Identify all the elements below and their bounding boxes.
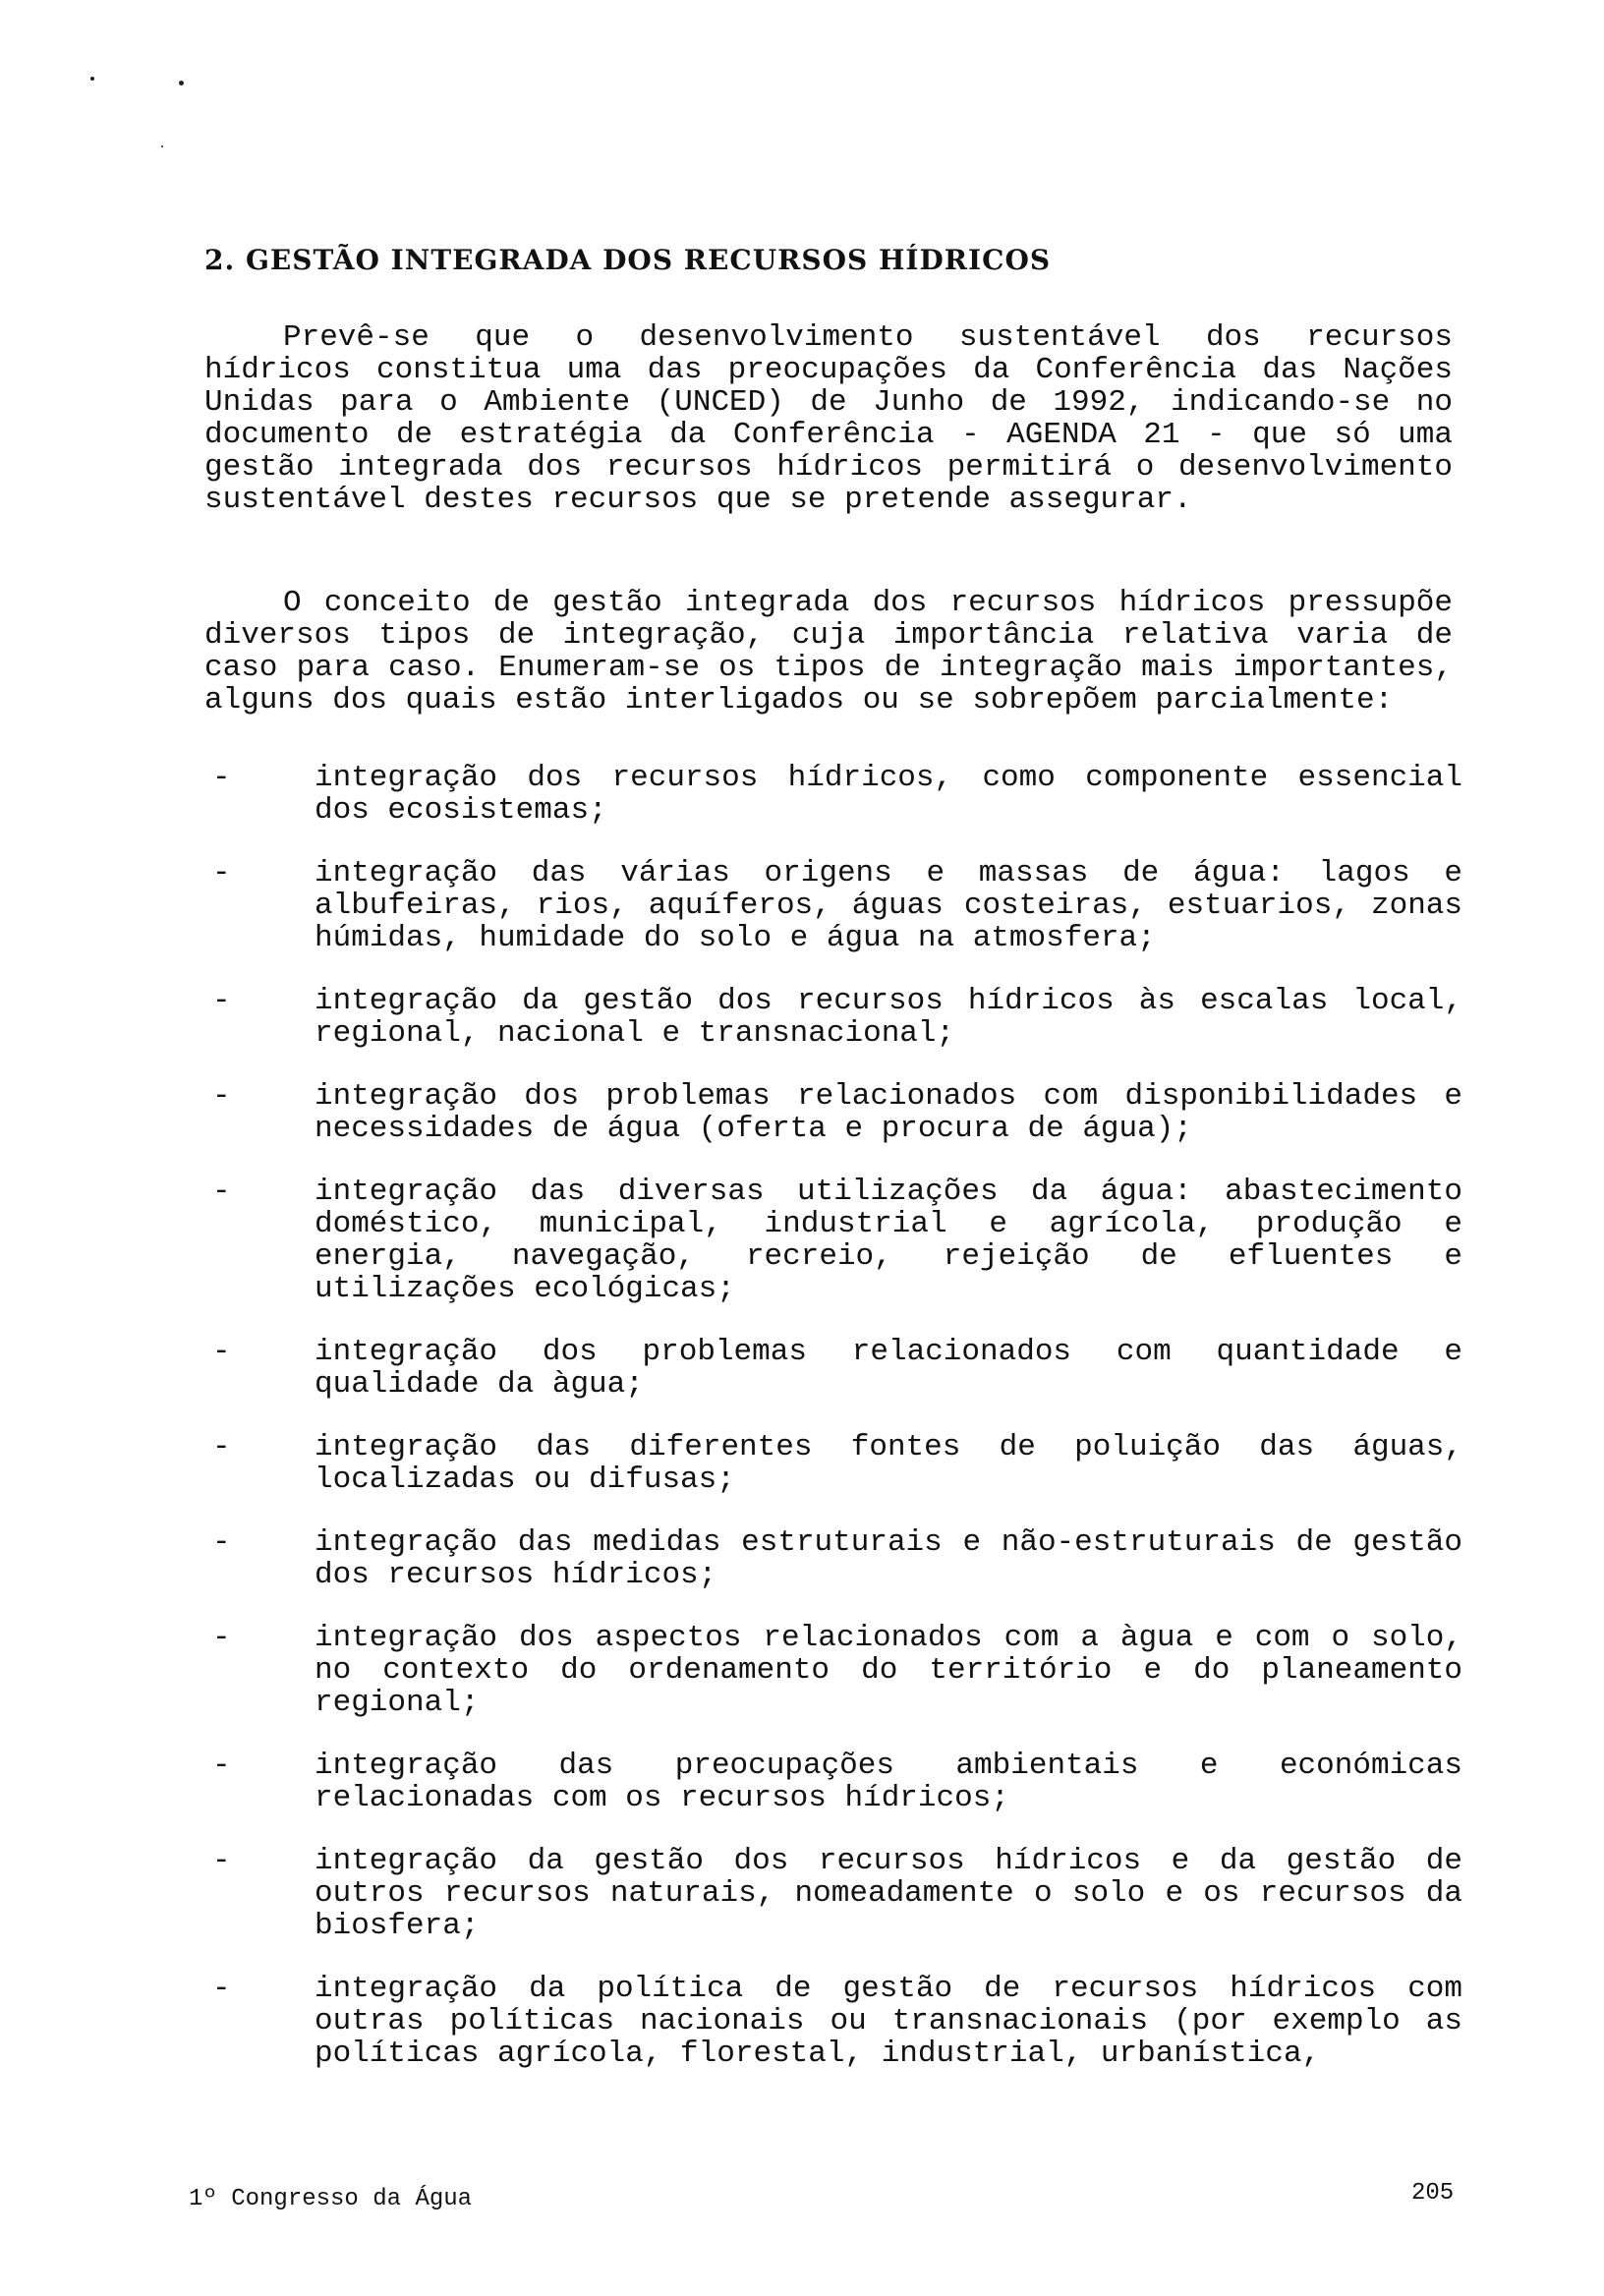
list-item-text: integração dos problemas relacionados com quantidade e qualidade da àgua; [315, 1335, 1462, 1402]
list-item [204, 1080, 1462, 1145]
list-bullet: - [212, 1079, 231, 1114]
list-item-text: integração dos aspectos relacionados com a àgua e com o solo, no contexto do ordenamento do território e do planeamento regional; [315, 1621, 1462, 1720]
scan-speck [90, 77, 94, 81]
list-item [204, 1176, 1462, 1305]
list-bullet: - [212, 856, 231, 890]
list-bullet: - [212, 1844, 231, 1878]
list-item-text: integração da gestão dos recursos hídricos às escalas local, regional, nacional e transnacional; [315, 984, 1462, 1051]
list-item [204, 1526, 1462, 1591]
list-item [204, 1622, 1462, 1719]
list-bullet: - [212, 1525, 231, 1560]
intro-paragraph: Prevê-se que o desenvolvimento sustentável dos recursos hídricos constitua uma das preocupações da Conferência das Nações Unidas para o Ambiente (UNCED) de Junho de 1992, indicando-se no documento de estratégia da Conferência - AGENDA 21 - que só uma gestão integrada dos recursos hídricos permitirá o desenvolvimento sustentável destes recursos que se pretende assegurar. [204, 320, 1453, 517]
list-item-text: integração das preocupações ambientais e económicas relacionadas com os recursos hídricos; [315, 1749, 1462, 1815]
list-item [204, 1845, 1462, 1942]
list-bullet: - [212, 1972, 231, 2006]
scan-speck [179, 81, 184, 86]
list-item [204, 1431, 1462, 1496]
footer-source: 1º Congresso da Água [189, 2186, 473, 2212]
list-bullet: - [212, 1749, 231, 1783]
integration-types-list [204, 762, 1462, 2100]
list-item-text: integração da gestão dos recursos hídricos e da gestão de outros recursos naturais, nomeadamente o solo e os recursos da biosfera; [315, 1844, 1462, 1943]
list-item-text: integração das diversas utilizações da água: abastecimento doméstico, municipal, industrial e agrícola, produção e energia, navegação, recreio, rejeição de efluentes e utilizações ecológicas; [315, 1175, 1462, 1306]
list-item-text: integração da política de gestão de recursos hídricos com outras políticas nacionais ou transnacionais (por exemplo as políticas agrícola, florestal, industrial, urbanística, [315, 1972, 1462, 2071]
list-bullet: - [212, 1335, 231, 1369]
list-item [204, 1750, 1462, 1814]
list-item-text: integração das várias origens e massas de água: lagos e albufeiras, rios, aquíferos, águas costeiras, estuarios, zonas húmidas, humidade do solo e água na atmosfera; [315, 856, 1462, 955]
list-bullet: - [212, 1430, 231, 1464]
list-item [204, 1336, 1462, 1401]
list-item-text: integração dos recursos hídricos, como componente essencial dos ecosistemas; [315, 761, 1462, 828]
list-item [204, 1973, 1462, 2070]
list-bullet: - [212, 1621, 231, 1655]
section-heading: 2. GESTÃO INTEGRADA DOS RECURSOS HÍDRICOS [204, 244, 1052, 276]
scan-speck [161, 145, 163, 147]
list-bullet: - [212, 1175, 231, 1209]
list-item-text: integração dos problemas relacionados com disponibilidades e necessidades de água (oferta e procura de água); [315, 1079, 1462, 1146]
list-item-text: integração das diferentes fontes de poluição das águas, localizadas ou difusas; [315, 1430, 1462, 1497]
concept-paragraph: O conceito de gestão integrada dos recursos hídricos pressupõe diversos tipos de integração, cuja importância relativa varia de caso para caso. Enumeram-se os tipos de integração mais importantes, alguns dos quais estão interligados ou se sobrepõem parcialmente: [204, 586, 1453, 718]
list-item [204, 857, 1462, 954]
list-bullet: - [212, 761, 231, 795]
list-item [204, 762, 1462, 827]
list-bullet: - [212, 984, 231, 1018]
list-item-text: integração das medidas estruturais e não-estruturais de gestão dos recursos hídricos; [315, 1525, 1462, 1592]
page-number: 205 [1411, 2180, 1455, 2207]
list-item [204, 985, 1462, 1050]
